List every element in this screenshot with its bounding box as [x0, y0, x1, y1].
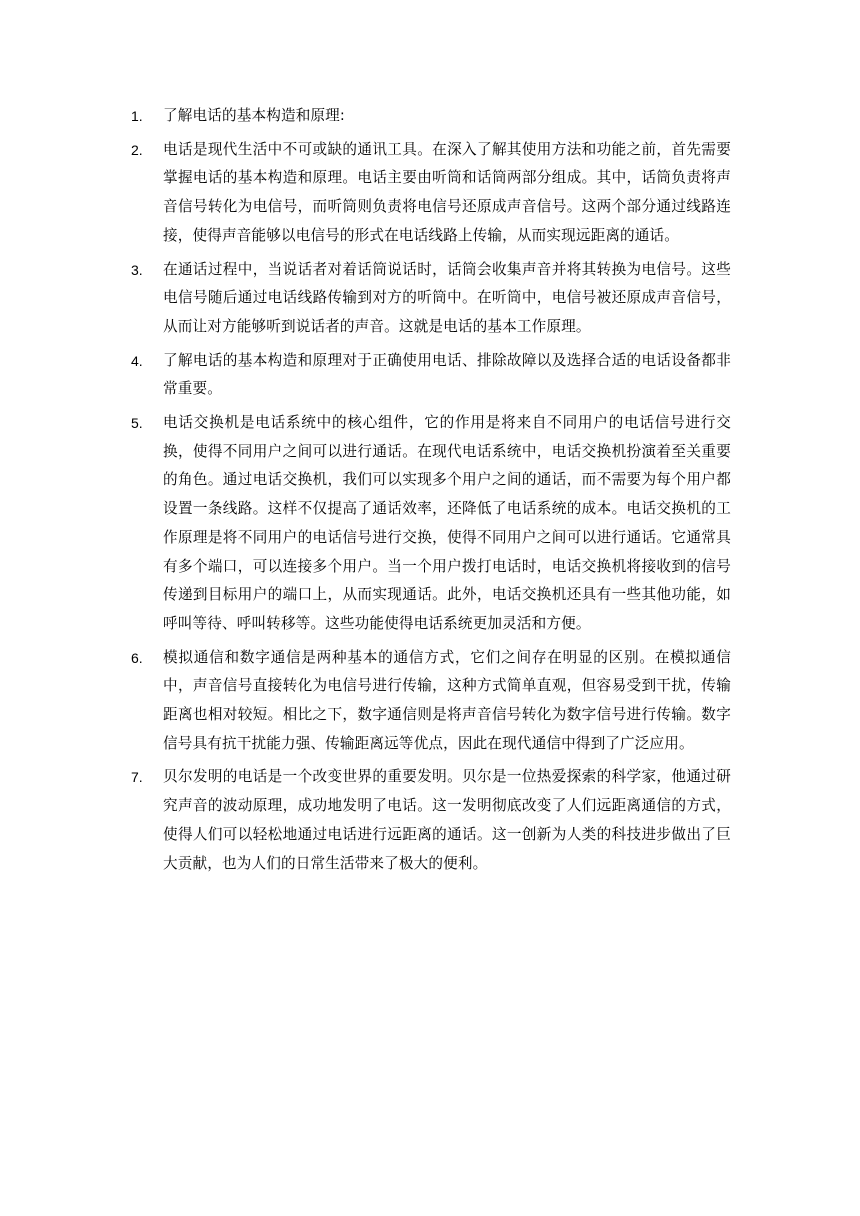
list-item-text: 在通话过程中，当说话者对着话筒说话时，话筒会收集声音并将其转换为电信号。这些电信号随后通过电话线路传输到对方的听筒中。在听筒中，电信号被还原成声音信号，从而让对方能够听到说话者的声音。这就是电话的基本工作原理。 [163, 260, 731, 335]
list-item-number: 2. [131, 141, 143, 158]
list-item-text: 贝尔发明的电话是一个改变世界的重要发明。贝尔是一位热爱探索的科学家，他通过研究声音的波动原理，成功地发明了电话。这一发明彻底改变了人们远距离通信的方式，使得人们可以轻松地通过电话进行远距离的通话。这一创新为人类的科技进步做出了巨大贡献，也为人们的日常生活带来了极大的便利。 [163, 768, 731, 872]
list-item-number: 4. [131, 352, 143, 369]
list-item-text: 模拟通信和数字通信是两种基本的通信方式，它们之间存在明显的区别。在模拟通信中，声音信号直接转化为电信号进行传输，这种方式简单直观，但容易受到干扰，传输距离也相对较短。相比之下，数字通信则是将声音信号转化为数字信号进行传输。数字信号具有抗干扰能力强、传输距离远等优点，因此在现代通信中得到了广泛应用。 [163, 648, 731, 752]
list-item [131, 102, 731, 131]
list-item-number: 6. [131, 649, 143, 666]
list-item [131, 256, 731, 342]
list-item-number: 3. [131, 261, 143, 278]
list-item-number: 5. [131, 415, 143, 432]
list-item [131, 136, 731, 251]
list-item [131, 347, 731, 404]
list-item-text: 电话交换机是电话系统中的核心组件，它的作用是将来自不同用户的电话信号进行交换，使得不同用户之间可以进行通话。在现代电话系统中，电话交换机扮演着至关重要的角色。通过电话交换机，我们可以实现多个用户之间的通话，而不需要为每个用户都设置一条线路。这样不仅提高了通话效率，还降低了电话系统的成本。电话交换机的工作原理是将不同用户的电话信号进行交换，使得不同用户之间可以进行通话。它通常具有多个端口，可以连接多个用户。当一个用户拨打电话时，电话交换机将接收到的信号传递到目标用户的端口上，从而实现通话。此外，电话交换机还具有一些其他功能，如呼叫等待、呼叫转移等。这些功能使得电话系统更加灵活和方便。 [163, 414, 731, 632]
list-item [131, 763, 731, 878]
list-item [131, 409, 731, 639]
list-item-text: 电话是现代生活中不可或缺的通讯工具。在深入了解其使用方法和功能之前，首先需要掌握电话的基本构造和原理。电话主要由听筒和话筒两部分组成。其中，话筒负责将声音信号转化为电信号，而听筒则负责将电信号还原成声音信号。这两个部分通过线路连接，使得声音能够以电信号的形式在电话线路上传输，从而实现远距离的通话。 [163, 140, 731, 244]
list-item [131, 644, 731, 759]
list-item-number: 1. [131, 108, 143, 124]
list-item-text: 了解电话的基本构造和原理对于正确使用电话、排除故障以及选择合适的电话设备都非常重要。 [163, 351, 731, 398]
list-item-text: 了解电话的基本构造和原理: [163, 107, 345, 124]
numbered-list [131, 102, 731, 883]
list-item-number: 7. [131, 769, 143, 786]
